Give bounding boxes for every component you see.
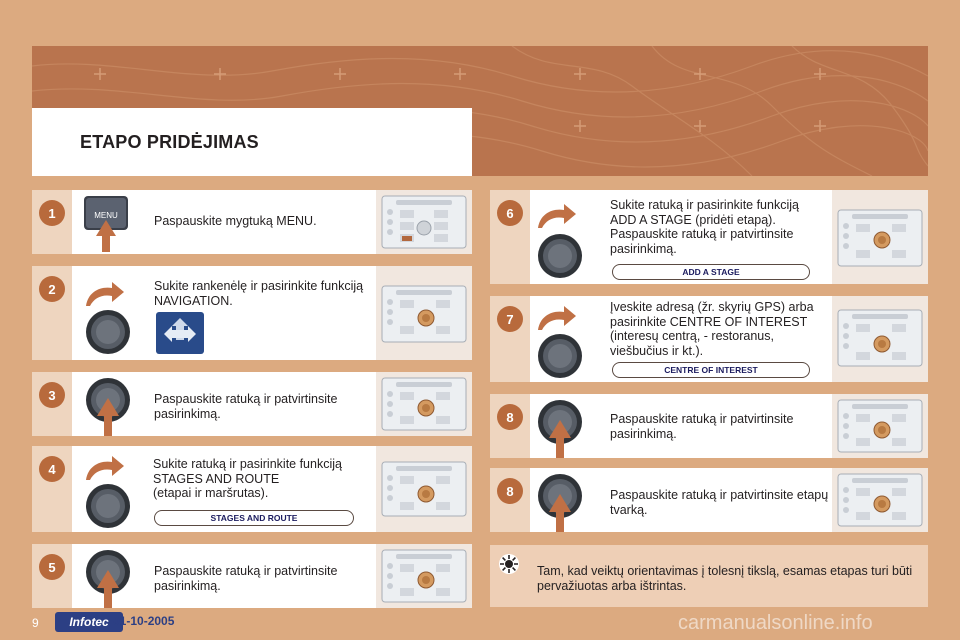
radio-unit-icon bbox=[832, 394, 928, 458]
sun-icon bbox=[498, 553, 520, 575]
note-panel bbox=[490, 545, 928, 607]
radio-panel bbox=[376, 544, 472, 608]
step-2-panel bbox=[32, 266, 472, 360]
step-3-panel bbox=[32, 372, 472, 436]
step-1-panel bbox=[32, 190, 472, 254]
step-7-panel bbox=[490, 296, 928, 382]
press-knob-icon bbox=[78, 374, 138, 436]
radio-unit-icon bbox=[832, 190, 928, 284]
press-knob-icon bbox=[530, 396, 590, 458]
step-1-text: Paspauskite mygtuką MENU. bbox=[154, 214, 317, 228]
radio-panel bbox=[832, 190, 928, 284]
add-a-stage-pill: ADD A STAGE bbox=[612, 264, 810, 280]
rotate-knob-icon bbox=[530, 300, 590, 380]
step-number-badge: 5 bbox=[39, 554, 65, 580]
step-number-badge: 1 bbox=[39, 200, 65, 226]
step-number-badge: 7 bbox=[497, 306, 523, 332]
radio-unit-icon bbox=[832, 468, 928, 532]
press-knob-icon bbox=[530, 470, 590, 532]
step-6-panel bbox=[490, 190, 928, 284]
brand-logo: Infotec bbox=[55, 612, 123, 632]
step-3-text: Paspauskite ratuką ir patvirtinsite pasirinkimą. bbox=[154, 392, 338, 421]
radio-panel bbox=[376, 446, 472, 532]
rotate-knob-icon bbox=[78, 450, 138, 530]
step-6-text: Sukite ratuką ir pasirinkite funkciją ADD A STAGE (pridėti etapą). Paspauskite ratuką ir patvirtinsite pasirinkimą. bbox=[610, 198, 799, 256]
step-7-text: Įveskite adresą (žr. skyrių GPS) arba pasirinkite CENTRE OF INTEREST (interesų centrą, - restoranus, viešbučius ir kt.). bbox=[610, 300, 814, 358]
step-number-badge: 3 bbox=[39, 382, 65, 408]
menu-label: MENU bbox=[94, 211, 118, 220]
step-number-badge: 6 bbox=[497, 200, 523, 226]
step-8b-text: Paspauskite ratuką ir patvirtinsite etapų tvarką. bbox=[610, 488, 829, 517]
step-number-badge: 2 bbox=[39, 276, 65, 302]
step-8-text: Paspauskite ratuką ir patvirtinsite pasirinkimą. bbox=[610, 412, 794, 441]
radio-panel bbox=[832, 296, 928, 382]
radio-unit-icon bbox=[376, 544, 472, 608]
radio-panel bbox=[376, 190, 472, 254]
radio-unit-icon bbox=[376, 190, 472, 254]
radio-unit-icon bbox=[376, 266, 472, 360]
rotate-knob-icon bbox=[530, 198, 590, 282]
watermark: carmanualsonline.info bbox=[678, 612, 873, 634]
radio-panel bbox=[832, 468, 928, 532]
radio-panel bbox=[832, 394, 928, 458]
step-number-badge: 4 bbox=[39, 456, 65, 482]
press-knob-icon bbox=[78, 546, 138, 608]
step-8b-panel bbox=[490, 468, 928, 532]
radio-panel bbox=[376, 266, 472, 360]
menu-button-press-icon bbox=[82, 194, 134, 252]
step-5-text: Paspauskite ratuką ir patvirtinsite pasirinkimą. bbox=[154, 564, 338, 593]
step-8-panel bbox=[490, 394, 928, 458]
radio-unit-icon bbox=[376, 372, 472, 436]
rotate-knob-icon bbox=[78, 276, 138, 356]
note-text: Tam, kad veiktų orientavimas į tolesnį tikslą, esamas etapas turi būti pervažiuotas arba ištrintas. bbox=[537, 564, 913, 593]
step-number-badge: 8 bbox=[497, 404, 523, 430]
radio-unit-icon bbox=[376, 446, 472, 532]
step-4-text: Sukite ratuką ir pasirinkite funkciją STAGES AND ROUTE (etapai ir maršrutas). bbox=[153, 457, 342, 500]
step-number-badge: 8 bbox=[497, 478, 523, 504]
step-2-text: Sukite rankenėlę ir pasirinkite funkciją NAVIGATION. bbox=[154, 279, 364, 308]
step-5-panel bbox=[32, 544, 472, 608]
navigation-icon bbox=[156, 312, 204, 354]
page-title: ETAPO PRIDĖJIMAS bbox=[80, 132, 259, 152]
radio-unit-icon bbox=[832, 296, 928, 382]
radio-panel bbox=[376, 372, 472, 436]
step-4-panel bbox=[32, 446, 472, 532]
centre-of-interest-pill: CENTRE OF INTEREST bbox=[612, 362, 810, 378]
stages-and-route-pill: STAGES AND ROUTE bbox=[154, 510, 354, 526]
publication-date: 01-10-2005 bbox=[113, 614, 175, 628]
page-number: 9 bbox=[32, 616, 39, 630]
